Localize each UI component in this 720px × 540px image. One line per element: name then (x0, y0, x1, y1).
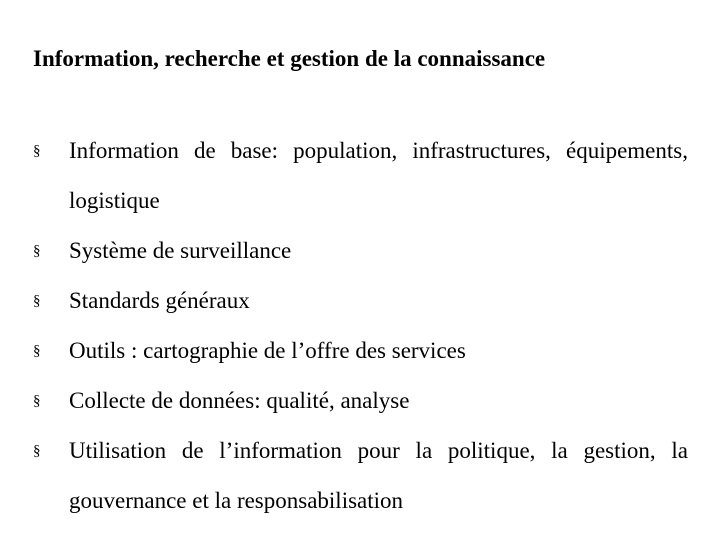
bullet-item-collecte-de-donnees (33, 376, 688, 426)
bullet-marker-icon: § (33, 393, 41, 409)
bullet-item-utilisation-de-l-information (33, 426, 688, 526)
bullet-text: Système de surveillance (69, 238, 292, 263)
bullet-text: Collecte de données: qualité, analyse (69, 388, 410, 413)
bullet-marker-icon: § (33, 293, 41, 309)
bullet-marker-icon: § (33, 143, 41, 159)
bullet-item-information-de-base (33, 126, 688, 226)
bullet-item-outils (33, 326, 688, 376)
bullet-text: Information de base: population, infrastructures, équipements, logistique (69, 138, 688, 213)
bullet-marker-icon: § (33, 443, 41, 459)
bullet-text: Outils : cartographie de l’offre des services (69, 338, 466, 363)
bullet-marker-icon: § (33, 343, 41, 359)
bullet-text: Standards généraux (69, 288, 250, 313)
bullet-item-standards-generaux (33, 276, 688, 326)
slide-title: Information, recherche et gestion de la connaissance (33, 46, 546, 71)
bullet-text: Utilisation de l’information pour la politique, la gestion, la gouvernance et la responsabilisation (69, 438, 688, 513)
bullet-list (33, 126, 688, 526)
bullet-item-systeme-de-surveillance (33, 226, 688, 276)
bullet-marker-icon: § (33, 243, 41, 259)
